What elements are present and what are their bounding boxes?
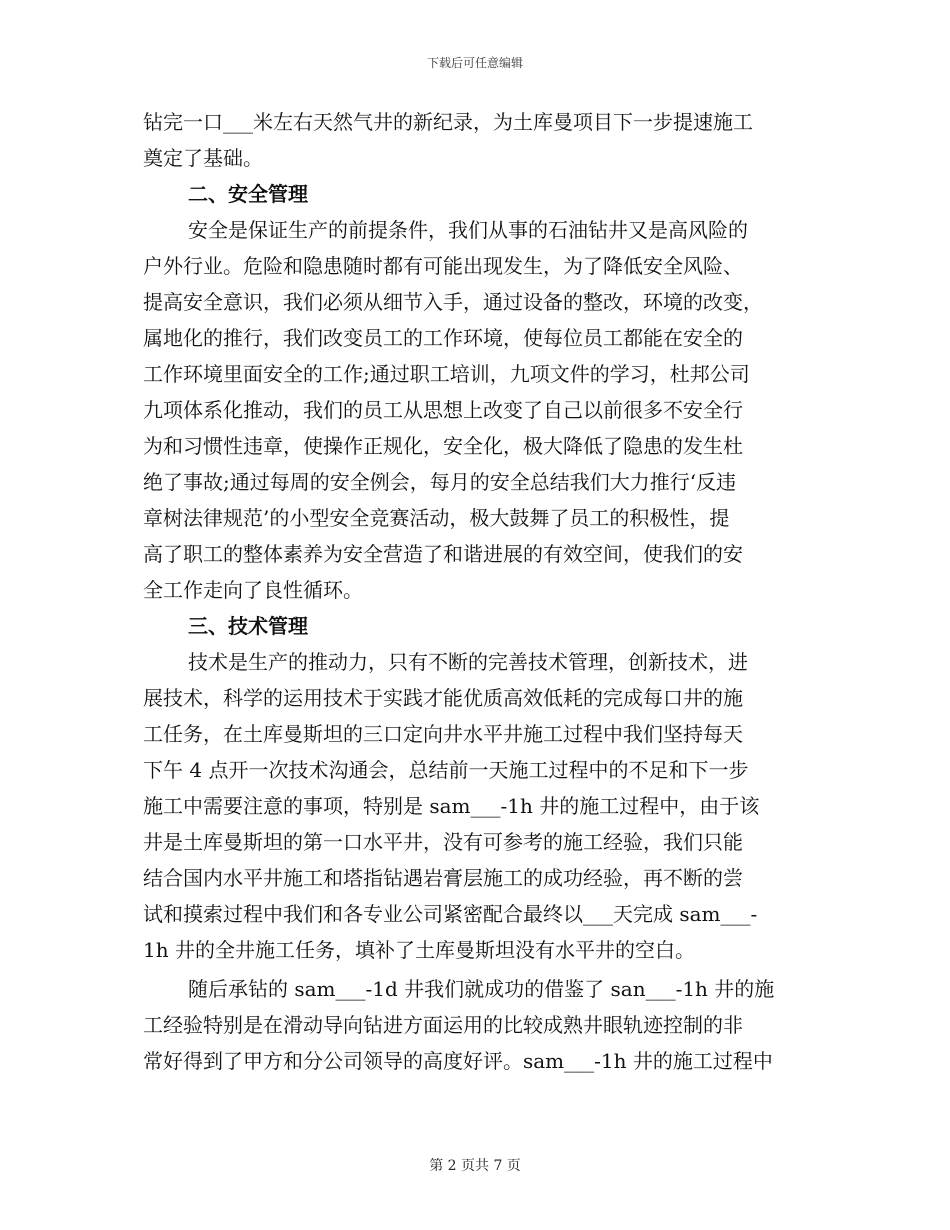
body-line: 下午 4 点开一次技术沟通会，总结前一天施工过程中的不足和下一步 — [143, 758, 749, 782]
document-body — [143, 104, 813, 1079]
body-line: 试和摸索过程中我们和各专业公司紧密配合最终以___天完成 sam___- — [143, 902, 758, 926]
body-line: 九项体系化推动，我们的员工从思想上改变了自己以前很多不安全行 — [143, 398, 743, 422]
body-line: 高了职工的整体素养为安全营造了和谐进展的有效空间，使我们的安 — [143, 542, 743, 566]
page-header: 下载后可任意编辑 — [426, 56, 523, 70]
paragraph-first-line: 随后承钻的 sam___-1d 井我们就成功的借鉴了 san___-1h 井的施 — [188, 977, 775, 1001]
body-line: 户外行业。危险和隐患随时都有可能出现发生，为了降低安全风险、 — [143, 254, 743, 278]
page-number: 第 2 页共 7 页 — [429, 1158, 521, 1174]
body-line: 展技术，科学的运用技术于实践才能优质高效低耗的完成每口井的施 — [143, 686, 743, 710]
body-line: 井是土库曼斯坦的第一口水平井，没有可参考的施工经验，我们只能 — [143, 830, 743, 854]
body-line: 常好得到了甲方和分公司领导的高度好评。sam___-1h 井的施工过程中 — [143, 1049, 773, 1073]
body-line: 施工中需要注意的事项，特别是 sam___-1h 井的施工过程中，由于该 — [143, 794, 760, 818]
paragraph-first-line: 技术是生产的推动力，只有不断的完善技术管理，创新技术，进 — [188, 650, 748, 674]
body-line: 结合国内水平井施工和塔指钻遇岩膏层施工的成功经验，再不断的尝 — [143, 866, 743, 890]
body-line: 提高安全意识，我们必须从细节入手，通过设备的整改，环境的改变， — [143, 290, 763, 314]
section-heading-safety: 二、安全管理 — [188, 182, 308, 206]
body-line: 钻完一口___米左右天然气井的新纪录，为土库曼项目下一步提速施工 — [143, 110, 753, 134]
body-line: 工作环境里面安全的工作;通过职工培训，九项文件的学习，杜邦公司 — [143, 362, 750, 386]
body-line: 属地化的推行，我们改变员工的工作环境，使每位员工都能在安全的 — [143, 326, 743, 350]
section-heading-technology: 三、技术管理 — [188, 614, 308, 638]
body-line: 1h 井的全井施工任务，填补了土库曼斯坦没有水平井的空白。 — [143, 938, 695, 962]
body-line: 章树法律规范’的小型安全竞赛活动，极大鼓舞了员工的积极性，提 — [143, 506, 730, 530]
body-line: 为和习惯性违章，使操作正规化，安全化，极大降低了隐患的发生杜 — [143, 434, 743, 458]
body-line: 奠定了基础。 — [143, 146, 263, 170]
body-line: 绝了事故;通过每周的安全例会，每月的安全总结我们大力推行‘反违 — [143, 470, 737, 494]
body-line: 工任务，在土库曼斯坦的三口定向井水平井施工过程中我们坚持每天 — [143, 722, 743, 746]
body-line: 全工作走向了良性循环。 — [143, 578, 363, 602]
body-line: 工经验特别是在滑动导向钻进方面运用的比较成熟井眼轨迹控制的非 — [143, 1013, 743, 1037]
paragraph-first-line: 安全是保证生产的前提条件，我们从事的石油钻井又是高风险的 — [188, 218, 748, 242]
